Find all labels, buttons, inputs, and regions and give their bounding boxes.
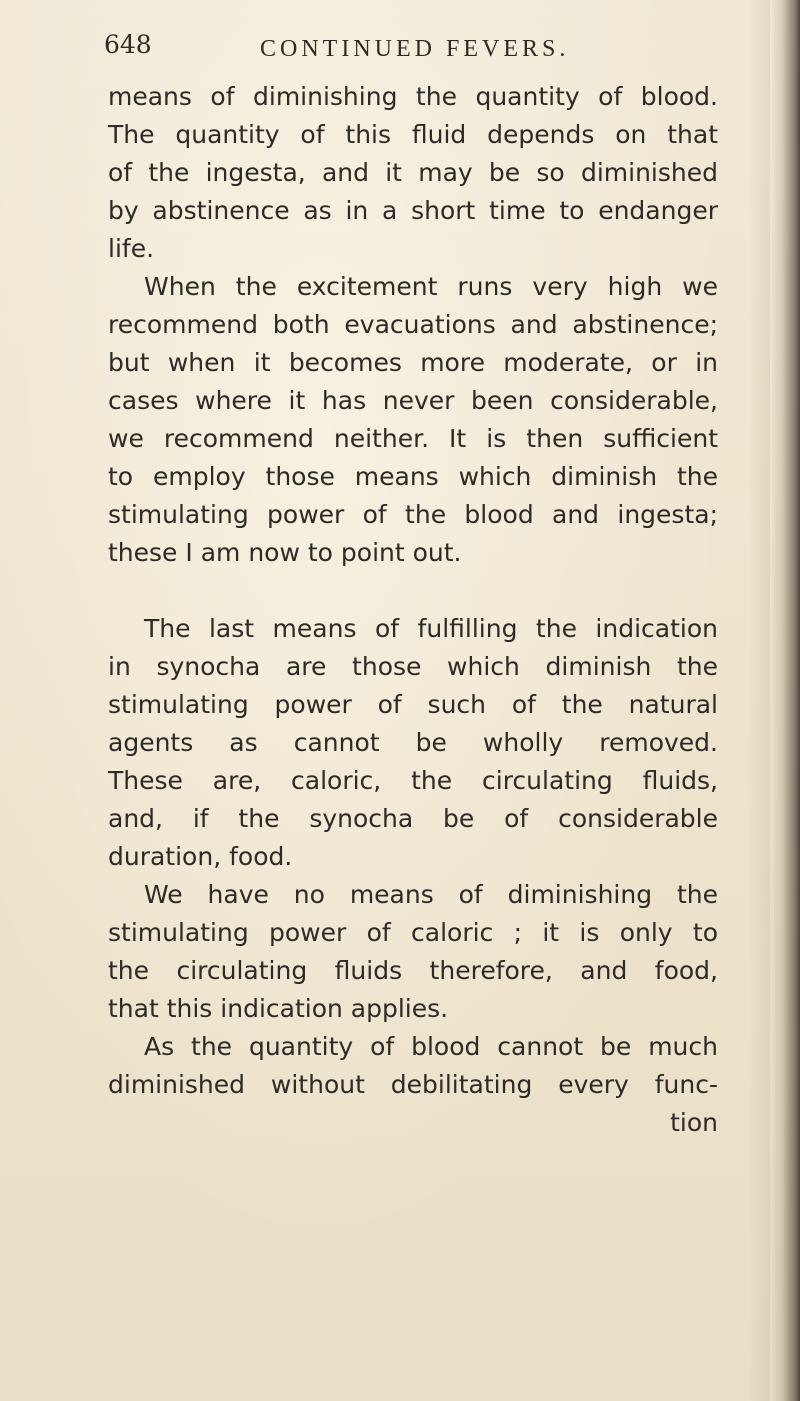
page-header — [104, 26, 724, 66]
text-line: these I am now to point out. — [108, 538, 462, 567]
text-line: the circulating fluids therefore, and food, — [108, 956, 718, 985]
page-number: 648 — [104, 30, 152, 59]
body-text — [108, 78, 718, 1142]
text-line: and, if the synocha be of considerable — [108, 804, 718, 833]
running-title: CONTINUED FEVERS. — [260, 36, 570, 62]
text-line: The quantity of this fluid depends on that — [108, 120, 718, 149]
text-line: diminished without debilitating every func- — [108, 1070, 718, 1099]
text-line: we recommend neither. It is then sufficient — [108, 424, 718, 453]
text-line: stimulating power of such of the natural — [108, 690, 718, 719]
text-line: These are, caloric, the circulating fluids, — [108, 766, 718, 795]
text-line: of the ingesta, and it may be so diminished — [108, 158, 718, 187]
text-line: The last means of fulfilling the indication — [144, 614, 718, 643]
text-line: in synocha are those which diminish the — [108, 652, 718, 681]
paragraph-gap — [108, 572, 718, 610]
catchword: tion — [670, 1108, 718, 1137]
text-line: means of diminishing the quantity of blood. — [108, 82, 718, 111]
page-gutter-shade — [748, 0, 770, 1401]
text-line: by abstinence as in a short time to endanger — [108, 196, 718, 225]
text-line: cases where it has never been considerable, — [108, 386, 718, 415]
text-line: As the quantity of blood cannot be much — [144, 1032, 718, 1061]
text-line: We have no means of diminishing the — [144, 880, 718, 909]
page-edge-shadow — [770, 0, 800, 1401]
text-line: that this indication applies. — [108, 994, 449, 1023]
text-line: When the excitement runs very high we — [144, 272, 718, 301]
text-line: recommend both evacuations and abstinence; — [108, 310, 718, 339]
text-line: life. — [108, 234, 155, 263]
text-line: stimulating power of the blood and ingesta; — [108, 500, 718, 529]
text-line: stimulating power of caloric ; it is only to — [108, 918, 718, 947]
text-line: to employ those means which diminish the — [108, 462, 718, 491]
text-line: agents as cannot be wholly removed. — [108, 728, 718, 757]
text-line: but when it becomes more moderate, or in — [108, 348, 718, 377]
text-line: duration, food. — [108, 842, 293, 871]
